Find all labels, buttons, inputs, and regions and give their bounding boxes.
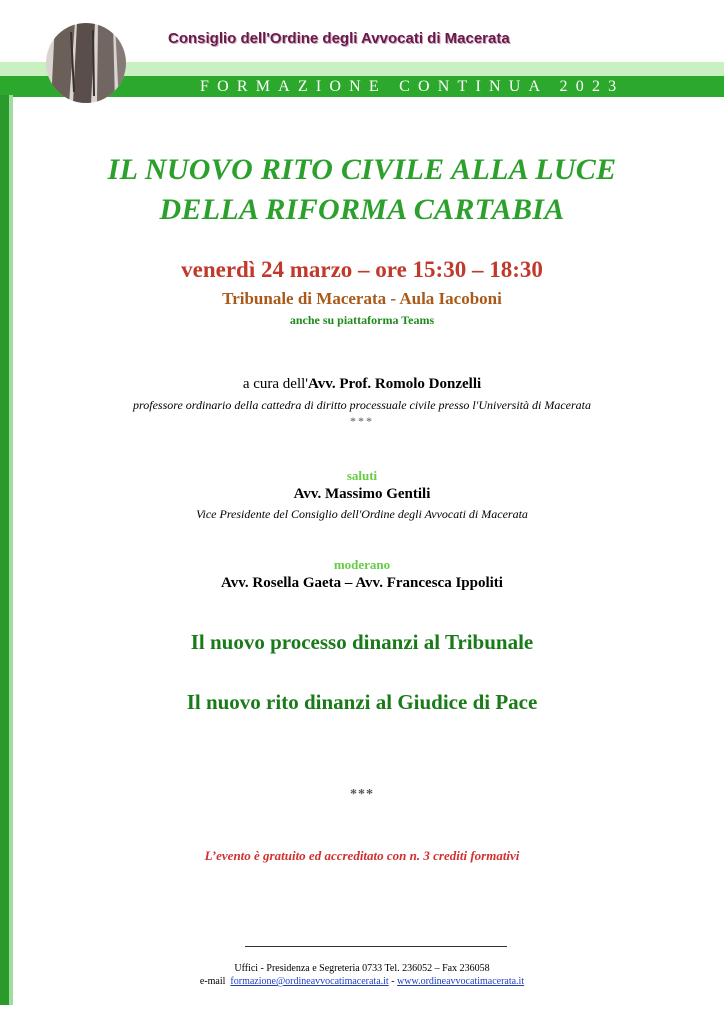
greetings-description: Vice Presidente del Consiglio dell'Ordine degli Avvocati di Macerata [196,507,528,521]
topic-giudice-di-pace: Il nuovo rito dinanzi al Giudice di Pace [186,690,538,714]
topic-tribunale: Il nuovo processo dinanzi al Tribunale [190,630,534,654]
council-logo-icon [45,22,127,104]
left-accent-bar-light [9,95,13,1005]
event-venue: Tribunale di Macerata - Aula Iacoboni [222,289,502,308]
event-date-time: venerdì 24 marzo – ore 15:30 – 18:30 [181,257,543,282]
email-label: e-mail [199,976,226,987]
council-title: Consiglio dell'Ordine degli Avvocati di Macerata [168,30,510,47]
curator-line [0,376,724,393]
moderators-label: moderano [333,557,391,572]
event-online-note: anche su piattaforma Teams [289,313,435,327]
event-title [0,150,724,230]
website-link[interactable]: www.ordineavvocatimacerata.it [397,976,525,987]
moderators-names: Avv. Rosella Gaeta – Avv. Francesca Ippoliti [221,575,503,591]
training-banner: FORMAZIONE CONTINUA 2023 [200,78,625,95]
footer-dash: - [388,976,398,987]
curator-name: Avv. Prof. Romolo Donzelli [307,376,482,392]
event-title-line2: DELLA RIFORMA CARTABIA [159,193,565,226]
credits-note: L’evento è gratuito ed accreditato con n. 3 crediti formativi [204,848,520,863]
curator-description: professore ordinario della cattedra di diritto processuale civile presso l'Università di Macerata [133,398,591,412]
curator-prefix: a cura dell' [242,376,308,392]
footer-divider [245,946,507,947]
footer-contacts [0,976,724,987]
greetings-name: Avv. Massimo Gentili [293,486,431,502]
event-title-line1: IL NUOVO RITO CIVILE ALLA LUCE [107,153,617,186]
greetings-label: saluti [346,468,378,483]
left-accent-bar [0,95,9,1005]
separator-stars-2: *** [350,787,374,802]
email-link[interactable]: formazione@ordineavvocatimacerata.it [230,976,389,987]
footer-offices: Uffici - Presidenza e Segreteria 0733 Tel. 236052 – Fax 236058 [234,963,490,974]
separator-stars: *** [350,414,374,428]
